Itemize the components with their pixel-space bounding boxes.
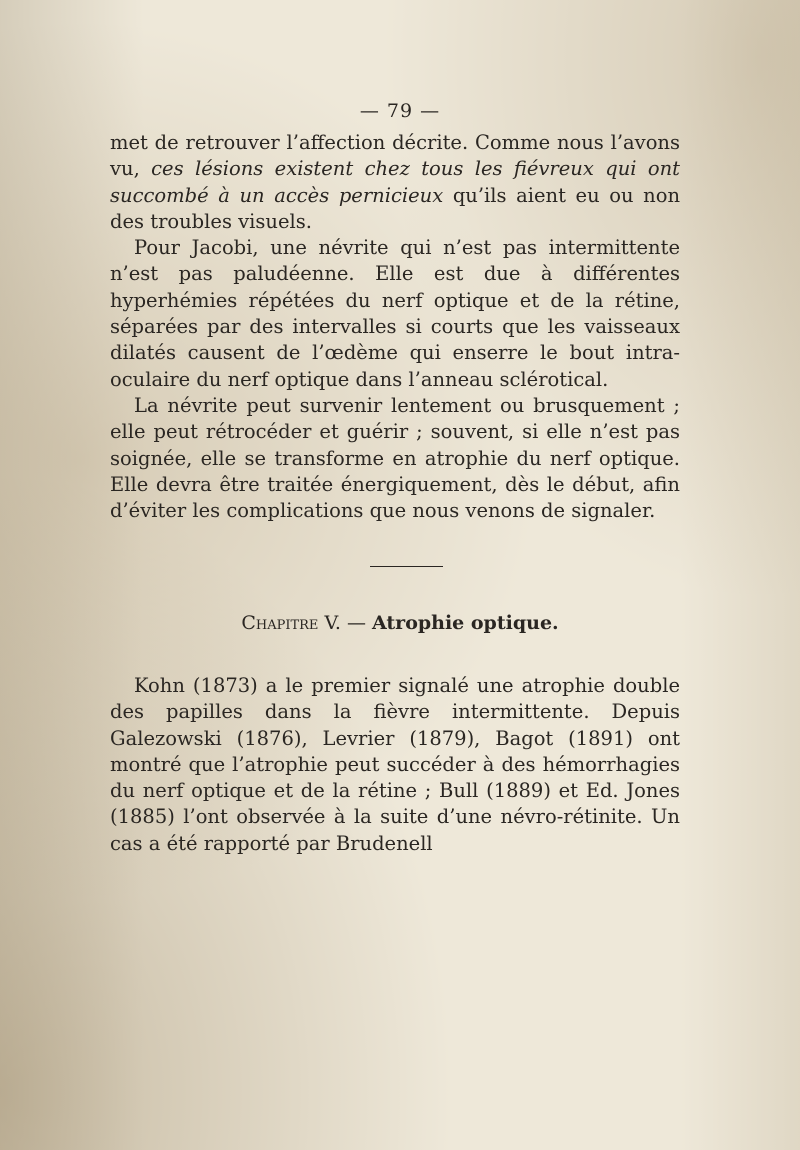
chapter-dash: — [340,612,372,634]
text-block-1 [110,130,680,524]
chapter-label: Chapitre V. [241,612,341,634]
chapter-heading [0,612,800,634]
section-divider [370,566,443,567]
chapter-title: Atrophie optique. [372,612,559,634]
paragraph-1-italic: ces lésions existent chez tous les fiévreux qui ont succombé à un accès pernicieux [110,157,680,207]
paragraph-4: Kohn (1873) a le premier signalé une atrophie double des papilles dans la fièvre intermittente. Depuis Galezowski (1876), Levrier (1879), Bagot (1891) ont montré que l’atrophie peut succéder à des hémorrhagies du nerf optique et de la rétine ; Bull (1889) et Ed. Jones (1885) l’ont observée à la suite d’une névro-rétinite. Un cas a été rapporté par Brudenell [110,674,680,855]
paragraph-1-end: qu’ils aient eu ou non des troubles visuels. [110,183,680,233]
paragraph-3: La névrite peut survenir lentement ou brusquement ; elle peut rétrocéder et guérir ; souvent, si elle n’est pas soignée, elle se transforme en atrophie du nerf optique. Elle devra être traitée énergiquement, dès le début, afin d’éviter les complications que nous venons de signaler. [110,393,680,523]
paragraph-1-start: met de retrouver l’affection décrite. Comme nous l’avons vu, [110,131,680,181]
paragraph-2: Pour Jacobi, une névrite qui n’est pas intermittente n’est pas paludéenne. Elle est due à différentes hyperhémies répétées du nerf optique et de la rétine, séparées par des intervalles si courts que les vaisseaux dilatés causent de l’œdème qui enserre le bout intra-oculaire du nerf optique dans l’anneau sclérotical. [110,236,680,391]
page-number: — 79 — [359,100,441,122]
text-block-2 [110,673,680,857]
paragraph-1 [110,130,680,235]
